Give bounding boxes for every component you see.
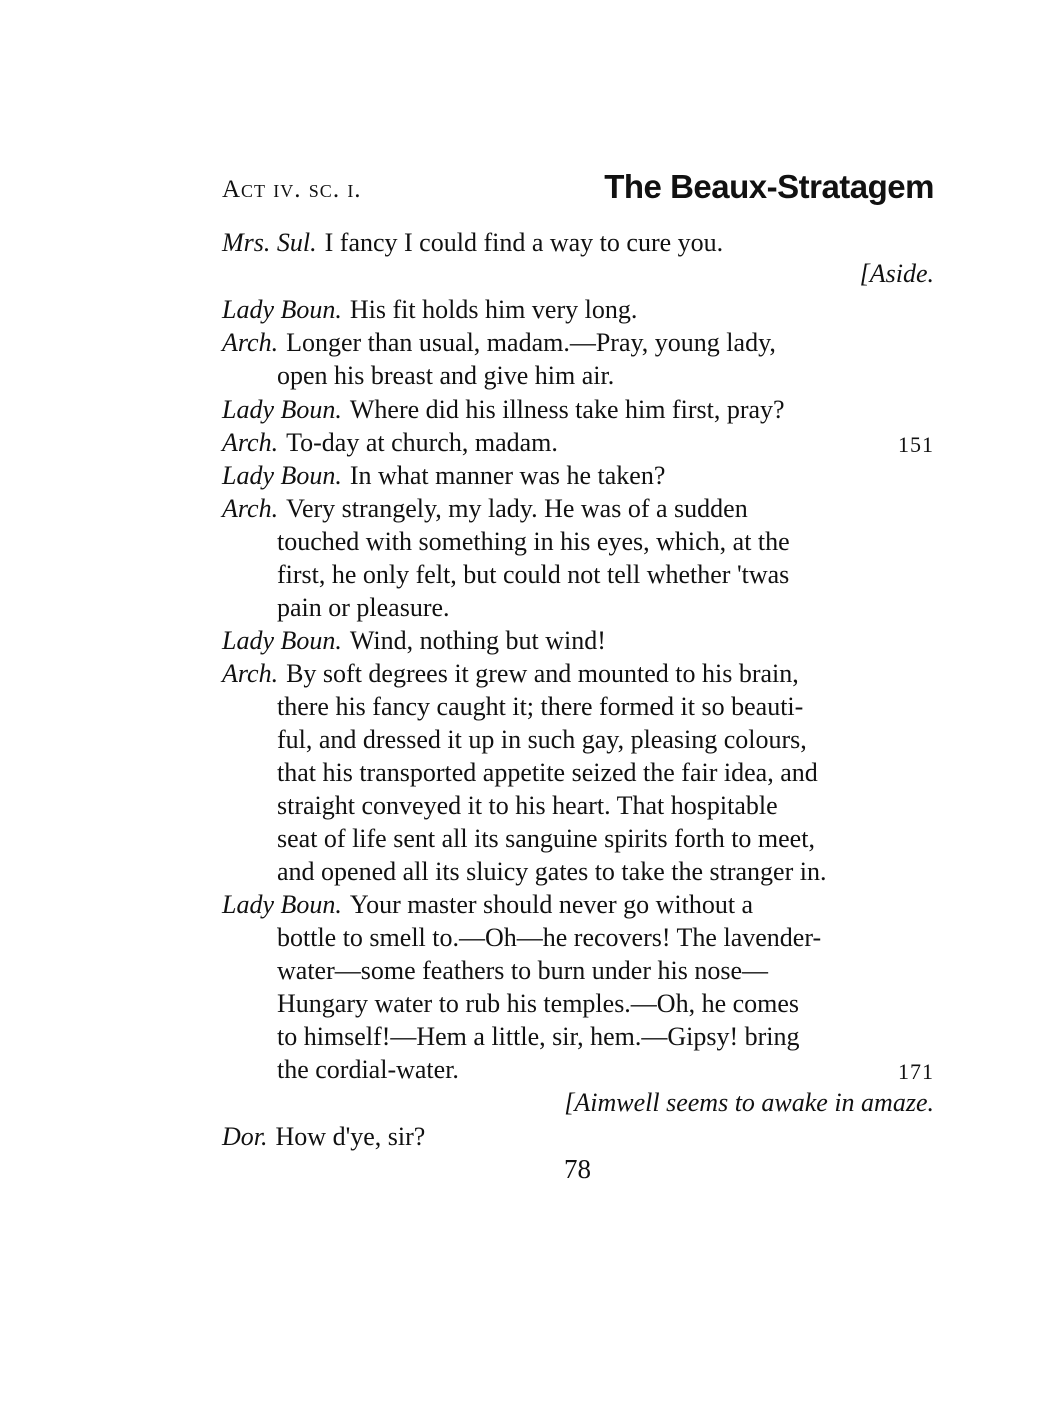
- speaker-name: Arch.: [222, 659, 279, 688]
- speech-arch: [222, 326, 934, 392]
- speech-text: Wind, nothing but wind!: [349, 626, 606, 655]
- running-head: Act iv. sc. i.: [222, 176, 362, 203]
- speaker-name: Arch.: [222, 428, 279, 457]
- speaker-name: Lady Boun.: [222, 890, 342, 919]
- speech-mrs-sul: [222, 226, 934, 259]
- speech-lady-boun: [222, 459, 934, 492]
- speech-text: Where did his illness take him first, pray?: [349, 395, 785, 424]
- speech-text: pain or pleasure.: [277, 593, 450, 622]
- speech-text: bottle to smell to.—Oh—he recovers! The lavender-: [277, 923, 822, 952]
- speaker-name: Arch.: [222, 494, 279, 523]
- speech-text: I fancy I could find a way to cure you.: [324, 228, 724, 257]
- speech-text: straight conveyed it to his heart. That hospitable: [277, 791, 778, 820]
- speech-text: touched with something in his eyes, which, at the: [277, 527, 790, 556]
- speech-text: and opened all its sluicy gates to take the stranger in.: [277, 857, 827, 886]
- speech-dor: [222, 1120, 934, 1153]
- speaker-name: Lady Boun.: [222, 395, 342, 424]
- speech-text: to himself!—Hem a little, sir, hem.—Gipsy! bring: [277, 1022, 800, 1051]
- speech-text: To-day at church, madam.: [286, 428, 558, 457]
- speech-text: His fit holds him very long.: [349, 295, 638, 324]
- speech-lady-boun: [222, 293, 934, 326]
- speech-text: seat of life sent all its sanguine spirits forth to meet,: [277, 824, 815, 853]
- speech-text: the cordial-water.: [277, 1055, 459, 1084]
- speech-arch: [222, 426, 934, 459]
- speaker-name: Mrs. Sul.: [222, 228, 317, 257]
- speech-text: that his transported appetite seized the fair idea, and: [277, 758, 818, 787]
- speech-text: Hungary water to rub his temples.—Oh, he comes: [277, 989, 800, 1018]
- stage-direction-aside: [Aside.: [859, 259, 934, 288]
- speech-lady-boun: [222, 393, 934, 426]
- speech-text: Longer than usual, madam.—Pray, young lady,: [286, 328, 776, 357]
- speaker-name: Arch.: [222, 328, 279, 357]
- speaker-name: Lady Boun.: [222, 626, 342, 655]
- speech-text: water—some feathers to burn under his nose—: [277, 956, 768, 985]
- speech-arch: [222, 492, 934, 624]
- speech-text: first, he only felt, but could not tell whether 'twas: [277, 560, 790, 589]
- speech-text: In what manner was he taken?: [349, 461, 666, 490]
- speech-lady-boun: [222, 888, 934, 1086]
- speaker-name: Lady Boun.: [222, 461, 342, 490]
- speaker-name: Lady Boun.: [222, 295, 342, 324]
- page-header: [222, 162, 934, 212]
- speech-text: By soft degrees it grew and mounted to his brain,: [286, 659, 799, 688]
- line-number: 151: [898, 432, 934, 457]
- book-title: The Beaux-Stratagem: [604, 168, 934, 205]
- speech-text: How d'ye, sir?: [275, 1122, 426, 1151]
- speech-text: Very strangely, my lady. He was of a sudden: [286, 494, 748, 523]
- page-number: 78: [564, 1154, 591, 1184]
- stage-direction-aimwell: [Aimwell seems to awake in amaze.: [564, 1088, 934, 1117]
- speaker-name: Dor.: [222, 1122, 268, 1151]
- speech-text: Your master should never go without a: [349, 890, 754, 919]
- line-number: 171: [898, 1059, 934, 1084]
- speech-arch: [222, 657, 934, 888]
- speech-text: there his fancy caught it; there formed it so beauti-: [277, 692, 804, 721]
- speech-text: ful, and dressed it up in such gay, pleasing colours,: [277, 725, 807, 754]
- speech-text: open his breast and give him air.: [277, 361, 615, 390]
- speech-lady-boun: [222, 624, 934, 657]
